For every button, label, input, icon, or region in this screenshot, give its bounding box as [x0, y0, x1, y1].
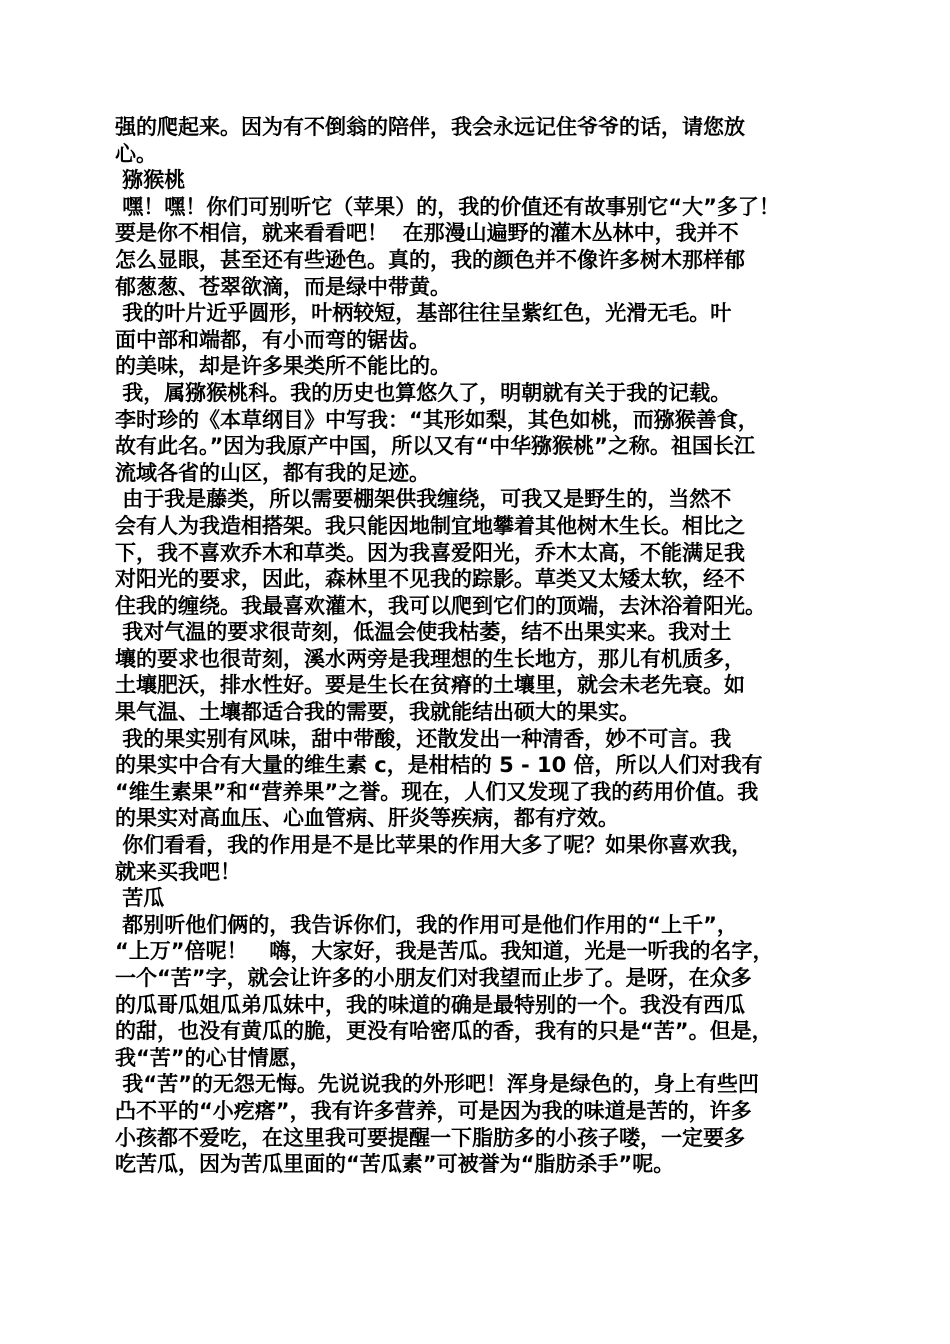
text-line: 要是你不相信，就来看看吧！ 在那漫山遍野的灌木丛林中，我并不: [115, 221, 739, 246]
text-line: 就来买我吧！: [115, 859, 241, 884]
text-line: 我的果实别有风味，甜中带酸，还散发出一种清香，妙不可言。我: [115, 726, 732, 751]
section-heading-bitter-melon: 苦瓜: [115, 886, 165, 911]
text-line: 会有人为我造相搭架。我只能因地制宜地攀着其他树木生长。相比之: [115, 513, 745, 538]
text-line: 我，属猕猴桃科。我的历史也算悠久了，明朝就有关于我的记载。: [115, 380, 732, 405]
text-line: 土壤肥沃，排水性好。要是生长在贫瘠的土壤里，就会未老先衰。如: [115, 673, 745, 698]
text-line: 的甜，也没有黄瓜的脆，更没有哈密瓜的香，我有的只是“苦”。但是，: [115, 1019, 773, 1044]
section-heading-kiwi: 猕猴桃: [115, 168, 186, 193]
text-line: “维生素果”和“营养果”之誉。现在，人们又发现了我的药用价值。我: [115, 779, 759, 804]
text-line: “上万”倍呢！ 嗨，大家好，我是苦瓜。我知道，光是一听我的名字，: [115, 939, 774, 964]
text-line: 面中部和端都，有小而弯的锯齿。: [115, 327, 430, 352]
text-line: 吃苦瓜，因为苦瓜里面的“苦瓜素”可被誉为“脂肪杀手”呢。: [115, 1152, 675, 1177]
text-line: 我的叶片近乎圆形，叶柄较短，基部往往呈紫红色，光滑无毛。叶: [115, 301, 732, 326]
text-line: 故有此名。”因为我原产中国，所以又有“中华猕猴桃”之称。祖国长江: [115, 434, 755, 459]
text-line: 李时珍的《本草纲目》中写我：“其形如梨，其色如桃，而猕猴善食，: [115, 407, 759, 432]
document-page: [115, 114, 850, 1178]
text-line: 我“苦”的心甘情愿，: [115, 1045, 311, 1070]
text-line: 流域各省的山区，都有我的足迹。: [115, 460, 430, 485]
text-line: 对阳光的要求，因此，森林里不见我的踪影。草类又太矮太软，经不: [115, 567, 745, 592]
text-line: 凸不平的“小疙瘩”，我有许多营养，可是因为我的味道是苦的，许多: [115, 1098, 752, 1123]
text-line: 住我的缠绕。我最喜欢灌木，我可以爬到它们的顶端，去沐浴着阳光。: [115, 593, 766, 618]
text-line: 小孩都不爱吃，在这里我可要提醒一下脂肪多的小孩子喽，一定要多: [115, 1125, 745, 1150]
text-line: 的美味，却是许多果类所不能比的。: [115, 354, 451, 379]
text-line: 壤的要求也很苛刻，溪水两旁是我理想的生长地方，那儿有机质多，: [115, 646, 745, 671]
text-line: 郁葱葱、苍翠欲滴，而是绿中带黄。: [115, 274, 451, 299]
text-line: 心。: [115, 141, 157, 166]
text-line: 我对气温的要求很苛刻，低温会使我枯萎，结不出果实来。我对土: [115, 620, 732, 645]
text-line: 一个“苦”字，就会让许多的小朋友们对我望而止步了。是呀，在众多: [115, 966, 752, 990]
text-line: 怎么显眼，甚至还有些逊色。真的，我的颜色并不像许多树木那样郁: [115, 247, 745, 272]
text-line: 的果实中合有大量的维生素 c，是柑桔的 5 - 10 倍，所以人们对我有: [115, 753, 763, 778]
text-line: 的瓜哥瓜姐瓜弟瓜妹中，我的味道的确是最特别的一个。我没有西瓜: [115, 992, 745, 1017]
text-line: 果气温、土壤都适合我的需要，我就能结出硕大的果实。: [115, 700, 640, 725]
text-line: 你们看看，我的作用是不是比苹果的作用大多了呢？如果你喜欢我，: [115, 833, 753, 858]
text-line: 强的爬起来。因为有不倒翁的陪伴，我会永远记住爷爷的话，请您放: [115, 115, 745, 139]
text-line: 由于我是藤类，所以需要棚架供我缠绕，可我又是野生的，当然不: [115, 487, 732, 512]
text-line: 下，我不喜欢乔木和草类。因为我喜爱阳光，乔木太高，不能满足我: [115, 540, 745, 565]
text-line: 嘿！嘿！你们可别听它（苹果）的，我的价值还有故事别它“大”多了！: [115, 194, 780, 219]
text-line: 我“苦”的无怨无悔。先说说我的外形吧！浑身是绿色的，身上有些凹: [115, 1072, 759, 1097]
text-line: 都别听他们俩的，我告诉你们，我的作用可是他们作用的“上千”，: [115, 912, 738, 937]
text-line: 的果实对高血压、心血管病、肝炎等疾病，都有疗效。: [115, 806, 619, 831]
